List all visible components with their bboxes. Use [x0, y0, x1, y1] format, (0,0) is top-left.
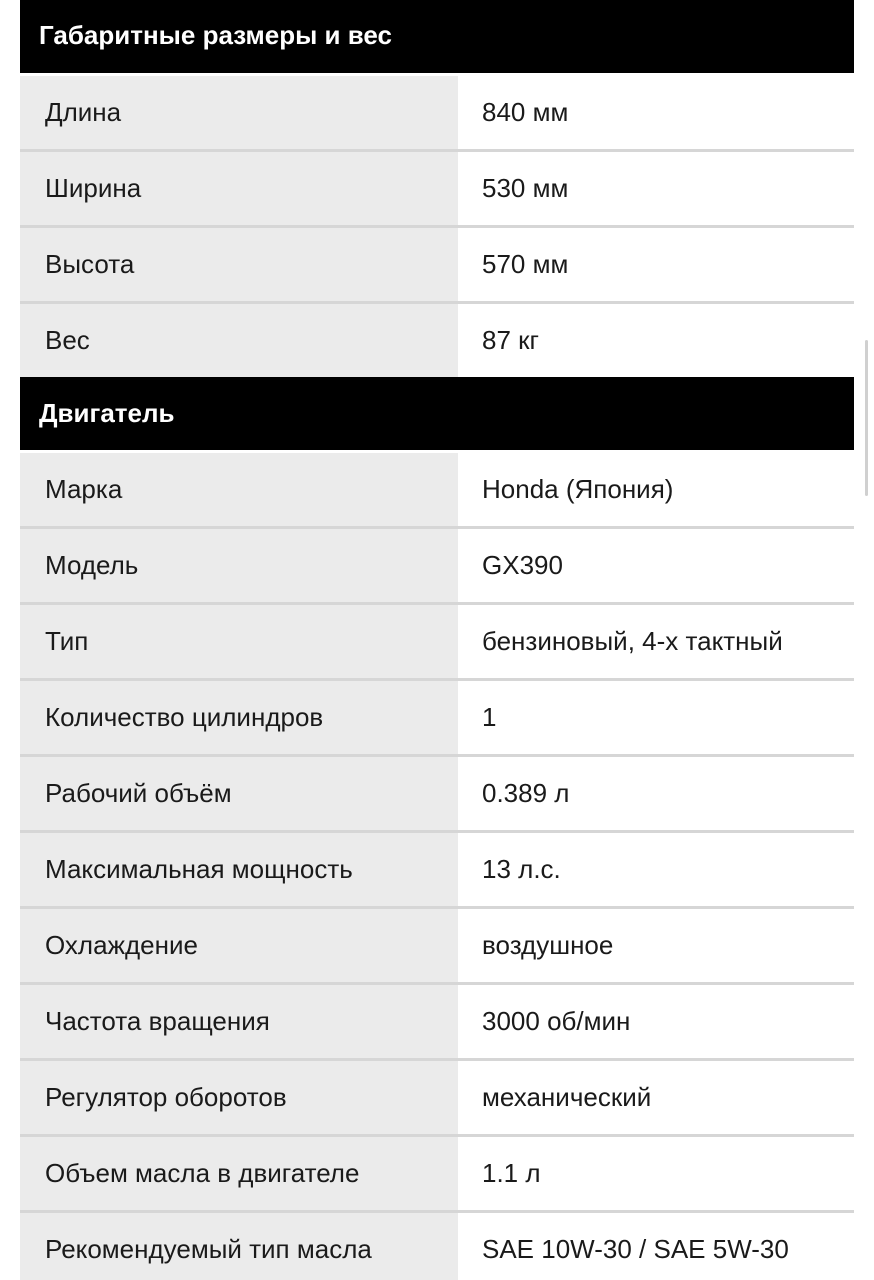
row-value: 840 мм [458, 76, 854, 149]
scrollbar[interactable] [865, 340, 868, 496]
row-label: Количество цилиндров [20, 681, 458, 754]
table-row [20, 529, 854, 605]
table-row [20, 605, 854, 681]
row-label: Рабочий объём [20, 757, 458, 830]
row-label: Ширина [20, 152, 458, 225]
table-row [20, 1137, 854, 1213]
row-value: SAE 10W-30 / SAE 5W-30 [458, 1213, 854, 1280]
row-label: Марка [20, 453, 458, 526]
row-label: Частота вращения [20, 985, 458, 1058]
section-header-dimensions: Габаритные размеры и вес [20, 0, 854, 73]
row-value: 1.1 л [458, 1137, 854, 1210]
row-label: Вес [20, 304, 458, 377]
row-value: воздушное [458, 909, 854, 982]
table-row [20, 985, 854, 1061]
table-row [20, 1061, 854, 1137]
row-value: 1 [458, 681, 854, 754]
table-row [20, 304, 854, 377]
row-value: 13 л.с. [458, 833, 854, 906]
row-label: Рекомендуемый тип масла [20, 1213, 458, 1280]
row-label: Модель [20, 529, 458, 602]
row-label: Охлаждение [20, 909, 458, 982]
table-row [20, 76, 854, 152]
row-value: Honda (Япония) [458, 453, 854, 526]
row-label: Максимальная мощность [20, 833, 458, 906]
row-label: Объем масла в двигателе [20, 1137, 458, 1210]
specs-table [20, 0, 854, 1280]
row-value: GX390 [458, 529, 854, 602]
row-value: 570 мм [458, 228, 854, 301]
table-row [20, 152, 854, 228]
row-value: 3000 об/мин [458, 985, 854, 1058]
section-header-engine: Двигатель [20, 377, 854, 450]
table-row [20, 453, 854, 529]
table-row [20, 833, 854, 909]
table-row [20, 228, 854, 304]
row-label: Регулятор оборотов [20, 1061, 458, 1134]
row-label: Длина [20, 76, 458, 149]
row-value: 87 кг [458, 304, 854, 377]
row-label: Высота [20, 228, 458, 301]
table-row [20, 1213, 854, 1280]
row-label: Тип [20, 605, 458, 678]
table-row [20, 909, 854, 985]
table-row [20, 757, 854, 833]
table-row [20, 681, 854, 757]
row-value: 530 мм [458, 152, 854, 225]
row-value: бензиновый, 4-х тактный [458, 605, 854, 678]
row-value: механический [458, 1061, 854, 1134]
row-value: 0.389 л [458, 757, 854, 830]
